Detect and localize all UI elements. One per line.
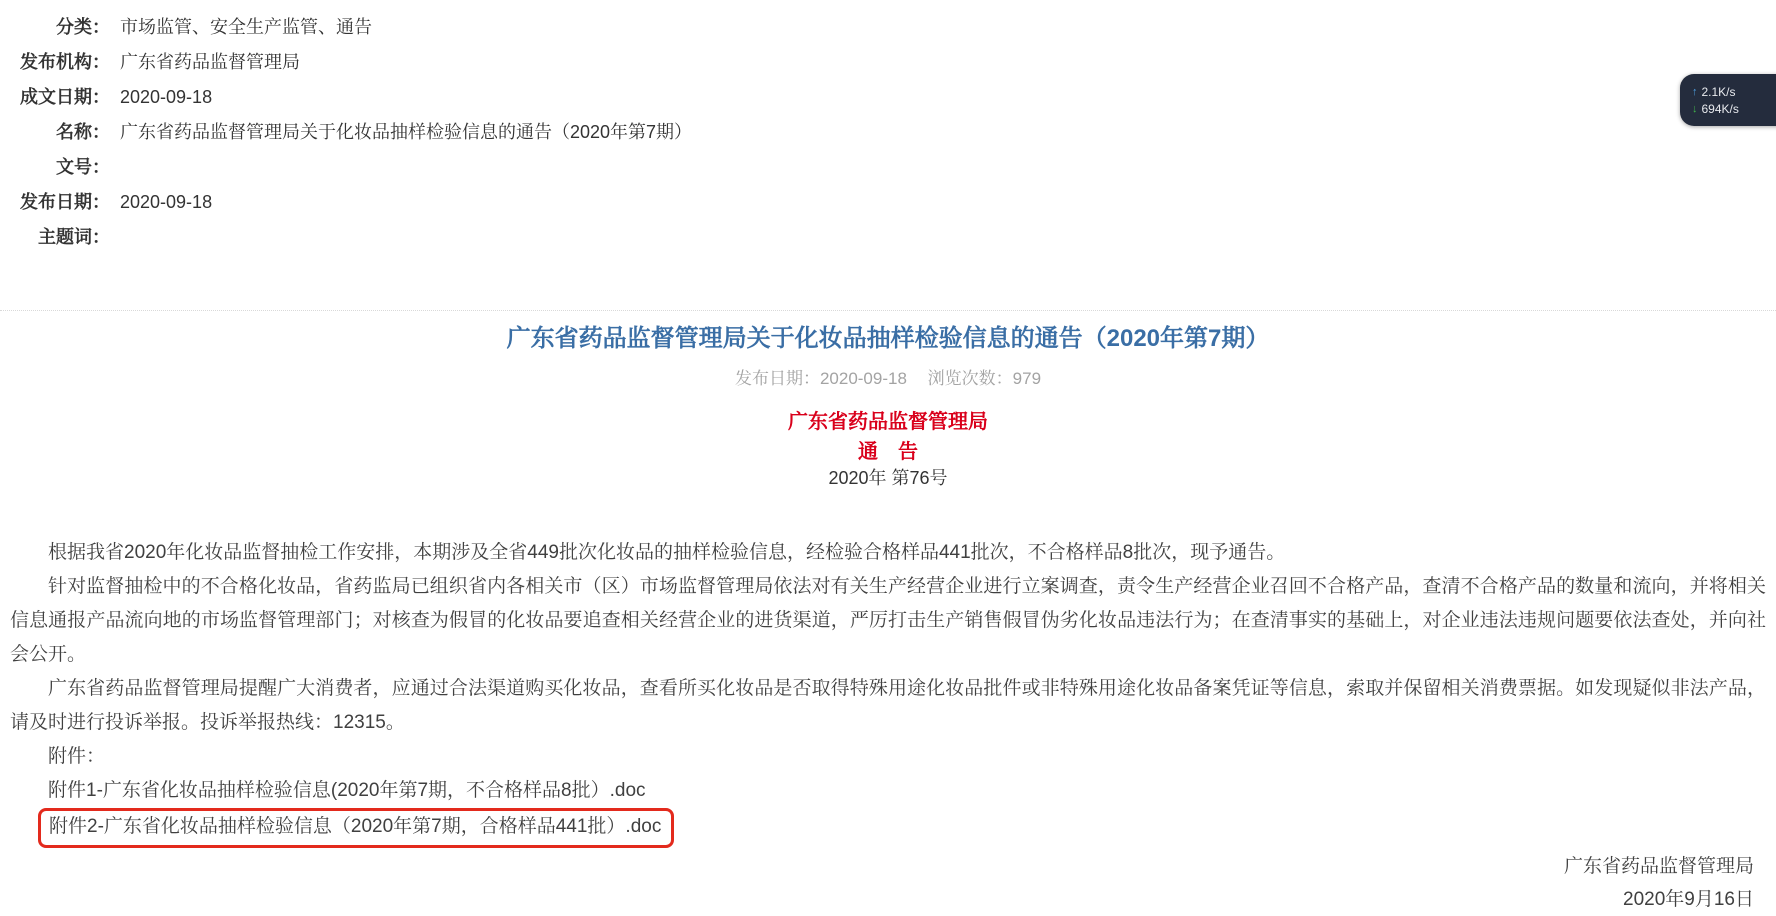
download-arrow-icon: ↓ xyxy=(1692,102,1698,115)
meta-label: 主题词： xyxy=(38,227,110,247)
meta-label: 发布日期： xyxy=(20,192,110,212)
page-title: 广东省药品监督管理局关于化妆品抽样检验信息的通告（2020年第7期） xyxy=(506,325,1270,352)
notice-body xyxy=(10,536,1766,740)
paragraph-2: 针对监督抽检中的不合格化妆品，省药监局已组织省内各相关市（区）市场监督管理局依法对有关生产经营企业进行立案调查，责令生产经营企业召回不合格产品，查清不合格产品的数量和流向，并将相关信息通报产品流向地的市场监督管理部门；对核查为假冒的化妆品要追查相关经营企业的进货渠道，严厉打击生产销售假冒伪劣化妆品违法行为；在查清事实的基础上，对企业违法违规问题要依法查处，并向社会公开。 xyxy=(10,576,1766,665)
paragraph-1: 根据我省2020年化妆品监督抽检工作安排，本期涉及全省449批次化妆品的抽样检验信息，经检验合格样品441批次，不合格样品8批次，现予通告。 xyxy=(48,542,1286,563)
meta-label: 分类： xyxy=(56,17,110,37)
signature-date: 2020年9月16日 xyxy=(1623,889,1754,910)
document-metadata xyxy=(0,0,1776,255)
download-speed-row xyxy=(1692,102,1776,116)
meta-row-publish-date xyxy=(0,185,1776,220)
upload-speed-value: 2.1K/s xyxy=(1701,84,1736,99)
meta-value: 市场监管、安全生产监管、通告 xyxy=(120,17,372,37)
meta-row-name xyxy=(0,115,1776,150)
upload-speed-row xyxy=(1692,85,1776,99)
signature-agency: 广东省药品监督管理局 xyxy=(1563,856,1754,877)
notice-article xyxy=(0,323,1776,916)
meta-row-keywords xyxy=(0,220,1776,255)
network-speed-widget[interactable] xyxy=(1680,74,1776,126)
attachment-link-1[interactable]: 附件1-广东省化妆品抽样检验信息(2020年第7期，不合格样品8批）.doc xyxy=(48,780,646,801)
signature-block xyxy=(10,850,1766,916)
paragraph-3: 广东省药品监督管理局提醒广大消费者，应通过合法渠道购买化妆品，查看所买化妆品是否取得特殊用途化妆品批件或非特殊用途化妆品备案凭证等信息，索取并保留相关消费票据。如发现疑似非法产品，请及时进行投诉举报。投诉举报热线：12315。 xyxy=(10,678,1766,733)
agency-header: 广东省药品监督管理局 xyxy=(788,411,988,433)
article-meta-line xyxy=(10,367,1766,391)
meta-value: 2020-09-18 xyxy=(120,87,213,107)
meta-label: 发布机构： xyxy=(20,52,110,72)
meta-row-written-date xyxy=(0,80,1776,115)
meta-label: 成文日期： xyxy=(20,87,110,107)
meta-row-doc-number xyxy=(0,150,1776,185)
meta-row-category xyxy=(0,10,1776,45)
attachments-section xyxy=(10,740,1766,848)
notice-doc-number: 2020年 第76号 xyxy=(828,468,948,488)
meta-label: 文号： xyxy=(56,157,110,177)
download-speed-value: 694K/s xyxy=(1701,101,1739,116)
attachment-link-2-highlighted[interactable]: 附件2-广东省化妆品抽样检验信息（2020年第7期，合格样品441批）.doc xyxy=(38,808,674,848)
meta-value: 广东省药品监督管理局 xyxy=(120,52,300,72)
article-publish-date: 发布日期：2020-09-18 xyxy=(734,369,907,388)
meta-label: 名称： xyxy=(56,122,110,142)
attachments-label: 附件： xyxy=(48,746,106,767)
section-divider xyxy=(0,310,1776,311)
upload-arrow-icon: ↑ xyxy=(1692,85,1698,98)
meta-row-agency xyxy=(0,45,1776,80)
meta-value: 广东省药品监督管理局关于化妆品抽样检验信息的通告（2020年第7期） xyxy=(120,122,693,142)
notice-type-header: 通 告 xyxy=(858,441,918,463)
article-view-count: 浏览次数：979 xyxy=(927,369,1042,388)
meta-value: 2020-09-18 xyxy=(120,192,213,212)
